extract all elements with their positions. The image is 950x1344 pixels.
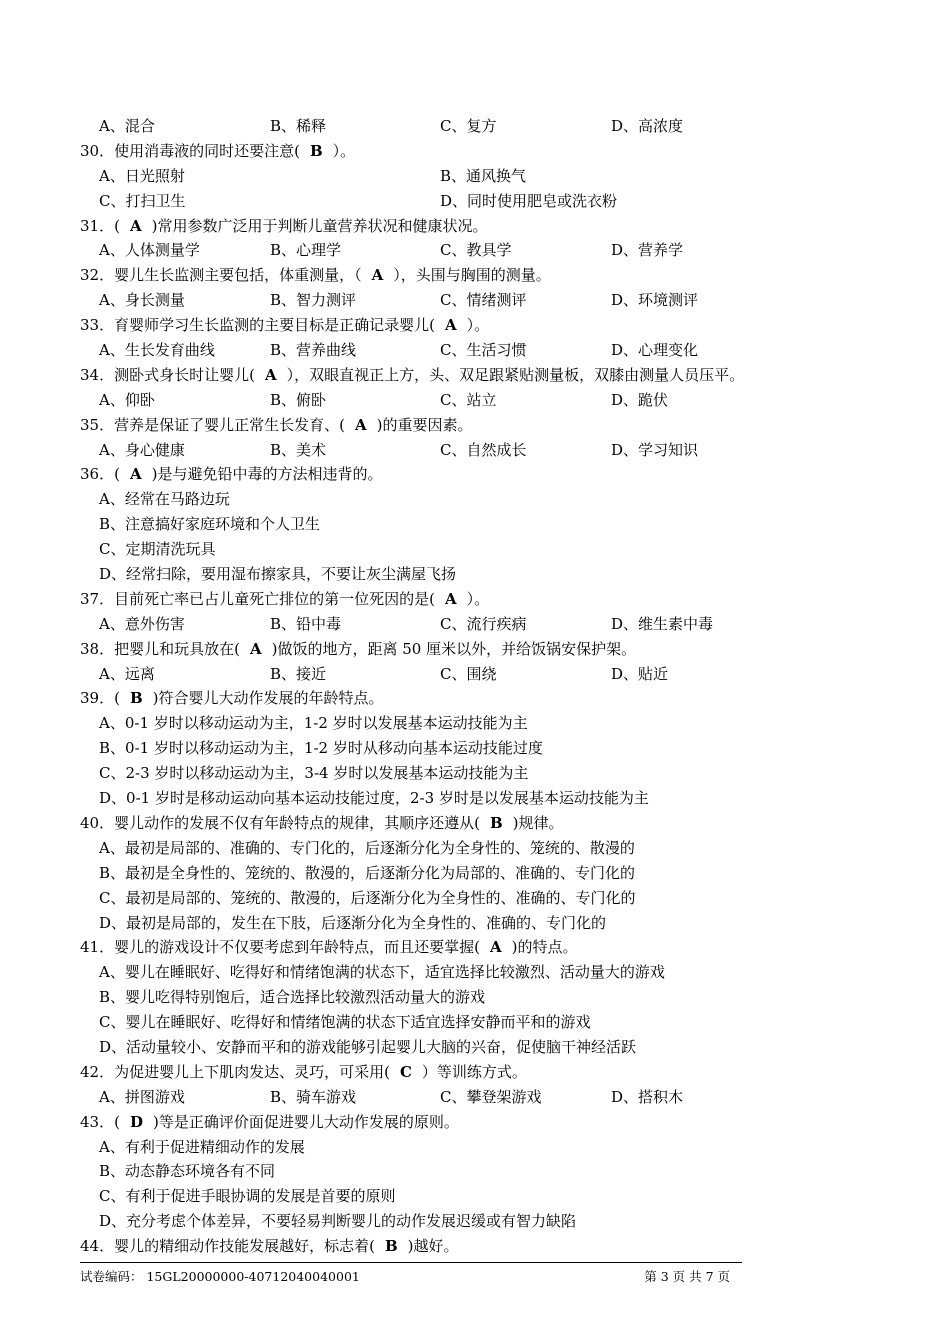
option-line: C、最初是局部的、笼统的、散漫的，后逐渐分化为全身性的、准确的、专门化的 — [99, 888, 636, 907]
option-item: C、生活习惯 — [440, 341, 527, 360]
option-line: C、2-3 岁时以移动运动为主，3-4 岁时以发展基本运动技能为主 — [99, 764, 529, 783]
options-row — [0, 1085, 950, 1110]
option-item: B、营养曲线 — [270, 341, 357, 360]
option-item: B、通风换气 — [440, 166, 527, 185]
option-item: A、远离 — [99, 664, 155, 683]
question-text: 40．婴儿动作的发展不仅有年龄特点的规律，其顺序还遵从( — [80, 813, 480, 832]
answer-letter: A — [129, 465, 142, 484]
options-row — [0, 238, 950, 263]
question-line — [0, 139, 950, 164]
options-row — [0, 338, 950, 363]
option-item: A、身长测量 — [99, 291, 185, 310]
option-line: A、最初是局部的、准确的、专门化的，后逐渐分化为全身性的、笼统的、散漫的 — [99, 838, 635, 857]
option-item: D、同时使用肥皂或洗衣粉 — [440, 191, 618, 210]
question-line — [0, 637, 950, 662]
question-text: 43．( — [80, 1112, 120, 1131]
question-text: 42．为促进婴儿上下肌肉发达、灵巧，可采用( — [80, 1062, 390, 1081]
question-text: 33．育婴师学习生长监测的主要目标是正确记录婴儿( — [80, 316, 435, 335]
option-line: A、0-1 岁时以移动运动为主，1-2 岁时以发展基本运动技能为主 — [99, 714, 528, 733]
question-text: 38．把婴儿和玩具放在( — [80, 639, 240, 658]
question-line — [0, 263, 950, 288]
option-line: A、婴儿在睡眠好、吃得好和情绪饱满的状态下，适宜选择比较激烈、活动量大的游戏 — [99, 963, 665, 982]
option-line: B、最初是全身性的、笼统的、散漫的，后逐渐分化为局部的、准确的、专门化的 — [99, 863, 636, 882]
question-text: 39．( — [80, 689, 120, 708]
question-text: 36．( — [80, 465, 120, 484]
option-item: B、俯卧 — [270, 390, 327, 409]
option-item: B、心理学 — [270, 241, 342, 260]
question-text: 31．( — [80, 216, 120, 235]
option-item: B、接近 — [270, 664, 327, 683]
answer-letter: A — [444, 589, 457, 608]
option-item: B、稀释 — [270, 117, 327, 135]
options-row — [0, 189, 950, 214]
answer-letter: A — [444, 316, 457, 335]
options-row — [0, 388, 950, 413]
option-line: D、经常扫除，要用湿布擦家具，不要让灰尘满屋飞扬 — [99, 565, 457, 584]
exam-code: 试卷编码： 15GL20000000-40712040040001 — [80, 1269, 360, 1284]
question-text-tail: ）等训练方式。 — [421, 1062, 527, 1081]
option-item: A、身心健康 — [99, 440, 185, 459]
answer-letter: B — [384, 1237, 398, 1256]
question-text-tail: ）。 — [466, 589, 490, 608]
option-item: C、站立 — [440, 390, 497, 409]
answer-letter: B — [489, 813, 503, 832]
option-item: C、打扫卫生 — [99, 191, 186, 210]
option-item: A、混合 — [99, 117, 155, 135]
option-item: A、拼图游戏 — [99, 1087, 185, 1106]
question-text: 30．使用消毒液的同时还要注意( — [80, 141, 300, 160]
options-row — [0, 164, 950, 189]
option-line: A、有利于促进精细动作的发展 — [99, 1137, 305, 1156]
answer-letter: A — [129, 216, 142, 235]
option-line: C、婴儿在睡眠好、吃得好和情绪饱满的状态下适宜选择安静而平和的游戏 — [99, 1013, 591, 1032]
option-item: C、围绕 — [440, 664, 497, 683]
question-text: 34．测卧式身长时让婴儿( — [80, 365, 255, 384]
question-line — [0, 363, 950, 388]
question-text: 32．婴儿生长监测主要包括，体重测量，（ — [80, 266, 362, 285]
page-footer — [80, 1268, 730, 1286]
options-row — [0, 438, 950, 463]
options-row — [0, 662, 950, 687]
question-text-tail: )做饭的地方，距离 50 厘米以外，并给饭锅安保护架。 — [271, 639, 637, 658]
answer-letter: D — [129, 1112, 143, 1131]
option-item: A、日光照射 — [99, 166, 185, 185]
option-line: D、充分考虑个体差异，不要轻易判断婴儿的动作发展迟缓或有智力缺陷 — [99, 1212, 577, 1231]
option-line: B、0-1 岁时以移动运动为主，1-2 岁时从移动向基本运动技能过度 — [99, 739, 543, 758]
option-item: B、铅中毒 — [270, 614, 342, 633]
question-text: 37．目前死亡率已占儿童死亡排位的第一位死因的是( — [80, 589, 435, 608]
question-text-tail: )等是正确评价面促进婴儿大动作发展的原则。 — [152, 1112, 459, 1131]
question-text-tail: ），头围与胸围的测量。 — [393, 266, 551, 285]
option-item: B、美术 — [270, 440, 327, 459]
option-item: D、搭积木 — [611, 1087, 684, 1106]
option-item: C、攀登架游戏 — [440, 1087, 542, 1106]
question-text-tail: )的特点。 — [511, 938, 578, 957]
option-item: D、高浓度 — [611, 117, 684, 135]
answer-letter: A — [354, 415, 367, 434]
exam-content — [0, 114, 950, 1259]
question-text: 41．婴儿的游戏设计不仅要考虑到年龄特点，而且还要掌握( — [80, 938, 480, 957]
question-text-tail: )越好。 — [407, 1237, 459, 1256]
option-line: D、0-1 岁时是移动运动向基本运动技能过度，2-3 岁时是以发展基本运动技能为主 — [99, 789, 649, 808]
option-item: D、心理变化 — [611, 341, 699, 360]
option-item: D、跪伏 — [611, 390, 669, 409]
options-row — [0, 288, 950, 313]
option-item: D、营养学 — [611, 241, 684, 260]
option-item: C、流行疾病 — [440, 614, 527, 633]
question-line — [0, 462, 950, 487]
option-line: C、有利于促进手眼协调的发展是首要的原则 — [99, 1187, 396, 1206]
question-line — [0, 313, 950, 338]
footer-divider — [80, 1262, 742, 1263]
option-item: A、人体测量学 — [99, 241, 200, 260]
question-text-tail: )规律。 — [512, 813, 564, 832]
question-text-tail: ），双眼直视正上方，头、双足跟紧贴测量板，双膝由测量人员压平。 — [286, 365, 745, 384]
page-number: 第 3 页 共 7 页 — [644, 1269, 730, 1284]
options-row — [0, 612, 950, 637]
answer-letter: A — [249, 639, 262, 658]
option-item: C、自然成长 — [440, 440, 527, 459]
options-row — [0, 114, 950, 139]
option-item: D、维生素中毒 — [611, 614, 714, 633]
answer-letter: B — [129, 689, 143, 708]
option-line: B、婴儿吃得特别饱后，适合选择比较激烈活动量大的游戏 — [99, 988, 486, 1007]
option-item: B、智力测评 — [270, 291, 357, 310]
answer-letter: A — [489, 938, 502, 957]
option-item: B、骑车游戏 — [270, 1087, 357, 1106]
answer-letter: C — [399, 1062, 412, 1081]
answer-letter: B — [309, 141, 323, 160]
option-item: C、复方 — [440, 117, 497, 135]
option-item: D、学习知识 — [611, 440, 699, 459]
answer-letter: A — [264, 365, 277, 384]
option-line: D、活动量较小、安静而平和的游戏能够引起婴儿大脑的兴奋，促使脑干神经活跃 — [99, 1037, 637, 1056]
option-item: D、环境测评 — [611, 291, 699, 310]
question-text: 44．婴儿的精细动作技能发展越好，标志着( — [80, 1237, 375, 1256]
question-text-tail: )符合婴儿大动作发展的年龄特点。 — [152, 689, 384, 708]
option-item: D、贴近 — [611, 664, 669, 683]
question-text-tail: )是与避免铅中毒的方法相违背的。 — [151, 465, 383, 484]
question-text: 35．营养是保证了婴儿正常生长发育、( — [80, 415, 345, 434]
question-text-tail: ）。 — [332, 141, 356, 160]
question-text-tail: ）。 — [466, 316, 490, 335]
question-line — [0, 413, 950, 438]
question-line — [0, 587, 950, 612]
option-item: A、仰卧 — [99, 390, 155, 409]
option-line: B、注意搞好家庭环境和个人卫生 — [99, 515, 321, 534]
question-line — [0, 686, 950, 711]
option-line: B、动态静态环境各有不同 — [99, 1162, 276, 1181]
question-line — [0, 811, 950, 836]
option-line: A、经常在马路边玩 — [99, 490, 230, 509]
question-line — [0, 1110, 950, 1135]
answer-letter: A — [371, 266, 384, 285]
option-item: A、意外伤害 — [99, 614, 185, 633]
option-line: D、最初是局部的，发生在下肢，后逐渐分化为全身性的、准确的、专门化的 — [99, 913, 607, 932]
option-item: C、情绪测评 — [440, 291, 527, 310]
question-text-tail: )常用参数广泛用于判断儿童营养状况和健康状况。 — [151, 216, 488, 235]
question-text-tail: )的重要因素。 — [376, 415, 473, 434]
option-item: C、教具学 — [440, 241, 512, 260]
option-item: A、生长发育曲线 — [99, 341, 215, 360]
question-line — [0, 1234, 950, 1259]
question-line — [0, 1060, 950, 1085]
question-line — [0, 214, 950, 239]
question-line — [0, 935, 950, 960]
option-line: C、定期清洗玩具 — [99, 540, 216, 559]
